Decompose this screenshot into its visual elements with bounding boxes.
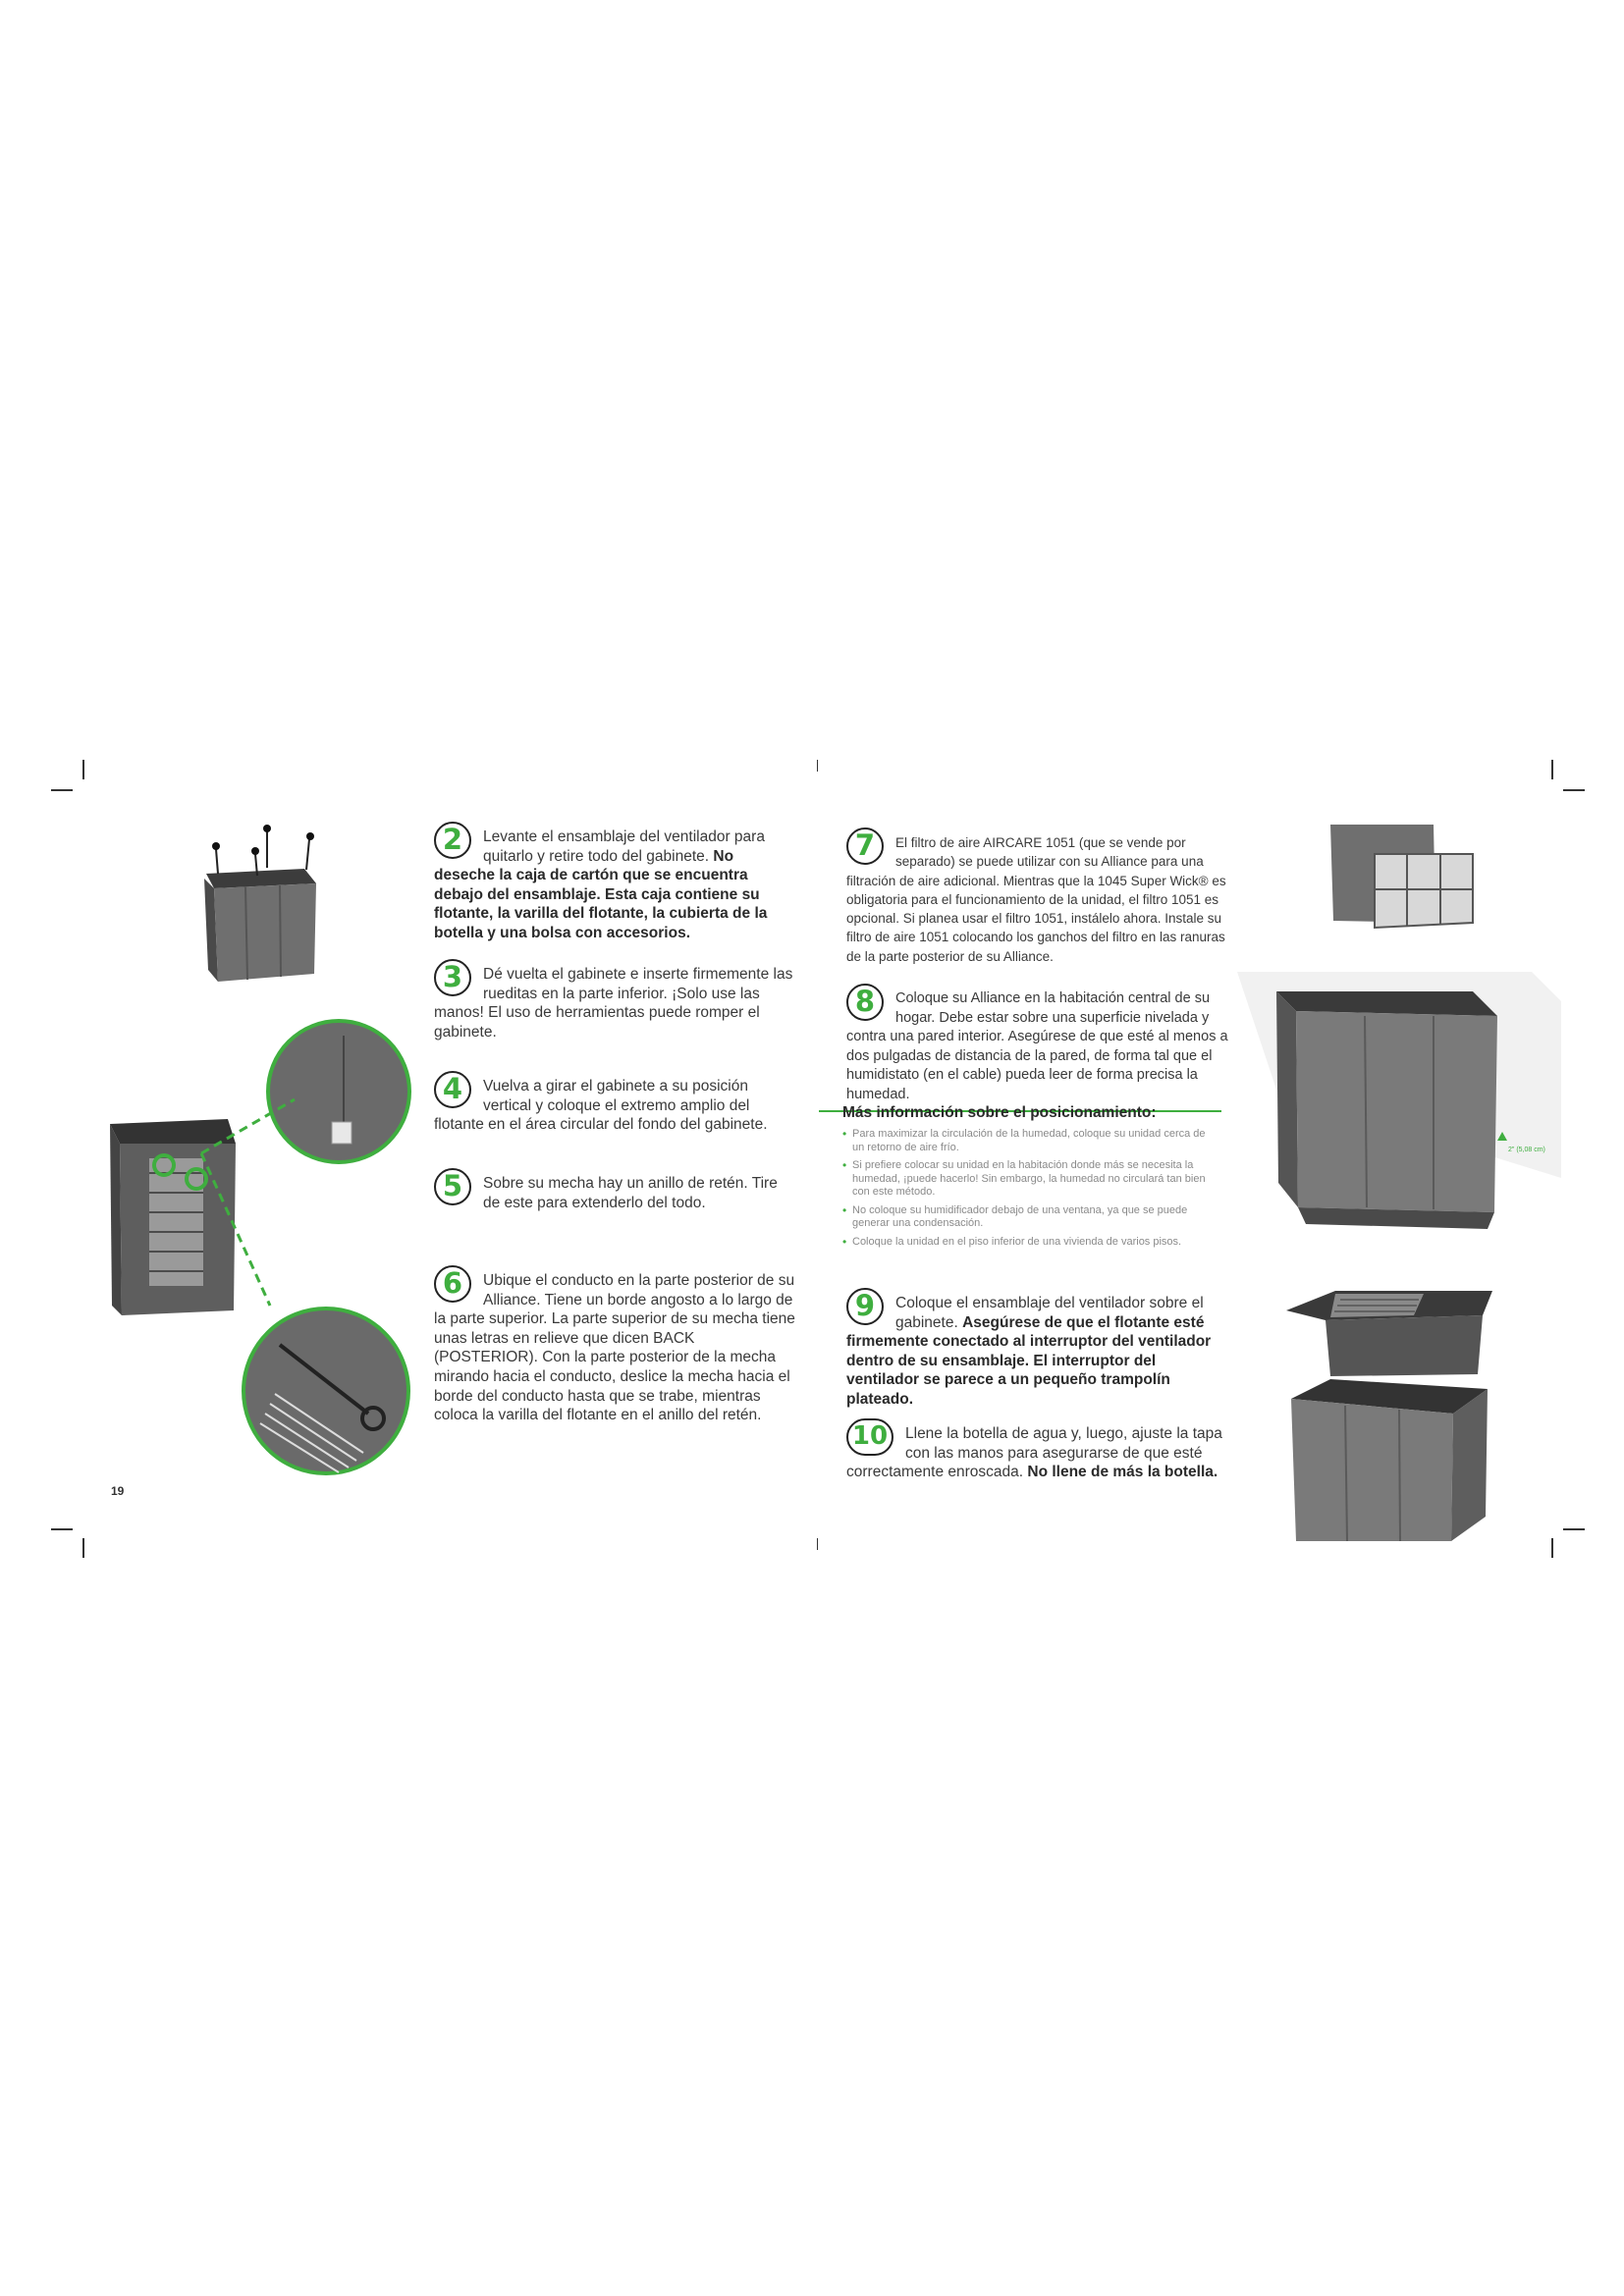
step-8-text: Coloque su Alliance en la habitación central de su hogar. Debe estar sobre una superficie nivelada y contra una pared interior. Asegúrese de que esté al menos a dos pulgadas de distancia de la pared, de forma tal que el humidistato (en el cable) pueda leer de forma precisa la humedad.	[846, 990, 1228, 1102]
step-number-10: 10	[846, 1418, 893, 1456]
fan-assembly-illustration	[1286, 1286, 1497, 1384]
step-6-text: Ubique el conducto en la parte posterior de su Alliance. Tiene un borde angosto a lo largo de la parte superior. La parte superior de su mecha tiene unas letras en relieve que dicen BACK (POSTERIOR). Con la parte posterior de la mecha mirando hacia el conducto, deslice la mecha hacia el borde del conducto hasta que se trabe, mientras coloca la varilla del flotante en el anillo del retén.	[434, 1272, 795, 1424]
step-6	[434, 1266, 797, 1425]
list-item: • No coloque su humidificador debajo de una ventana, ya que se puede generar una condensación.	[842, 1204, 1216, 1231]
positioning-info	[842, 1104, 1216, 1254]
crop-mark	[1551, 1538, 1553, 1558]
step-2-text: Levante el ensamblaje del ventilador para quitarlo y retire todo del gabinete.	[483, 828, 765, 865]
step-9	[846, 1289, 1224, 1410]
cabinet-with-casters-illustration	[196, 825, 324, 982]
crop-mark	[51, 1528, 73, 1530]
step-10-bold-text: No llene de más la botella.	[1027, 1464, 1218, 1481]
step-10-text: Llene la botella de agua y, luego, ajuste la tapa con las manos para asegurarse de que esté correctamente enroscada.	[846, 1425, 1222, 1481]
step-number-4: 4	[434, 1071, 471, 1108]
crop-mark	[1551, 760, 1553, 779]
step-number-3: 3	[434, 959, 471, 996]
clearance-label: 2" (5,08 cm)	[1508, 1147, 1545, 1153]
step-8	[846, 985, 1234, 1105]
cabinet-with-filter-illustration	[1326, 825, 1483, 942]
step-7	[846, 828, 1234, 966]
list-item: • Si prefiere colocar su unidad en la habitación donde más se necesita la humedad, ¡puede hacerlo! Sin embargo, la humedad no circulará tan bien con este método.	[842, 1159, 1216, 1200]
step-number-7: 7	[846, 828, 884, 865]
cabinet-placement-illustration	[1237, 972, 1561, 1256]
step-3	[434, 960, 797, 1041]
step-number-9: 9	[846, 1288, 884, 1325]
crop-mark	[817, 1538, 818, 1550]
crop-mark	[1563, 1528, 1585, 1530]
step-number-2: 2	[434, 822, 471, 859]
crop-mark	[817, 760, 818, 772]
step-number-8: 8	[846, 984, 884, 1021]
step-4	[434, 1072, 797, 1135]
crop-mark	[82, 1538, 84, 1558]
step-number-6: 6	[434, 1265, 471, 1303]
step-4-text: Vuelva a girar el gabinete a su posición vertical y coloque el extremo amplio del flotante en el área circular del fondo del gabinete.	[434, 1078, 768, 1134]
step-number-5: 5	[434, 1168, 471, 1205]
crop-mark	[1563, 789, 1585, 791]
step-2	[434, 823, 797, 943]
cabinet-bottom-illustration	[1291, 1379, 1492, 1541]
step-9-bold-text: Asegúrese de que el flotante esté firmemente conectado al interruptor del ventilador dentro de su ensamblaje. El interruptor del ventilador se parece a un pequeño trampolín plateado.	[846, 1313, 1212, 1408]
step-2-bold-text: No deseche la caja de cartón que se encuentra debajo del ensamblaje. Esta caja contiene su flotante, la varilla del flotante, la cubierta de la botella y una bolsa con accesorios.	[434, 847, 768, 941]
list-item: • Para maximizar la circulación de la humedad, coloque su unidad cerca de un retorno de aire frío.	[842, 1128, 1216, 1154]
detail-leader-lines	[157, 1060, 412, 1355]
positioning-info-list	[842, 1128, 1216, 1249]
crop-mark	[51, 789, 73, 791]
list-item: • Coloque la unidad en el piso inferior de una vivienda de varios pisos.	[842, 1236, 1216, 1250]
positioning-info-heading: Más información sobre el posicionamiento:	[842, 1104, 1157, 1121]
step-10	[846, 1421, 1224, 1482]
step-7-text: El filtro de aire AIRCARE 1051 (que se vende por separado) se puede utilizar con su Alliance para una filtración de aire adicional. Mientras que la 1045 Super Wick® es obligatoria para el funcionamiento de la unidad, el filtro 1051 es opcional. Si planea usar el filtro 1051, instálelo ahora. Instale su filtro de aire 1051 colocando los ganchos del filtro en las ranuras de la parte posterior de su Alliance.	[846, 835, 1226, 964]
step-9-text: Coloque el ensamblaje del ventilador sobre el gabinete.	[895, 1295, 1204, 1331]
crop-mark	[82, 760, 84, 779]
page-number: 19	[111, 1484, 125, 1498]
step-5	[434, 1169, 797, 1212]
step-3-text: Dé vuelta el gabinete e inserte firmemente las rueditas en la parte inferior. ¡Solo use las manos! El uso de herramientas puede romper el gabinete.	[434, 966, 793, 1041]
step-5-text: Sobre su mecha hay un anillo de retén. Tire de este para extenderlo del todo.	[483, 1175, 778, 1211]
